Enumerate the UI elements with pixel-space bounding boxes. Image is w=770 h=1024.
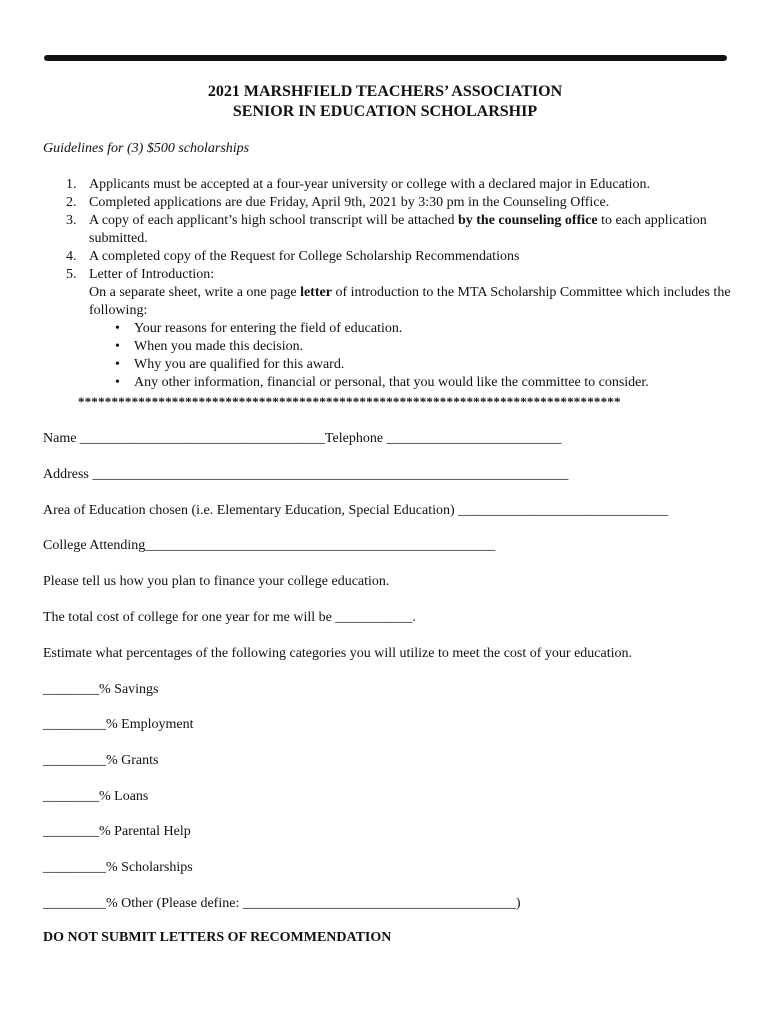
top-rule (44, 55, 727, 61)
title-line-1: 2021 MARSHFIELD TEACHERS’ ASSOCIATION (207, 83, 563, 100)
total-cost-field[interactable]: The total cost of college for one year for me will be ___________. (43, 610, 416, 625)
list-item: 5. Letter of Introduction: (66, 267, 215, 282)
bullet-item: • Your reasons for entering the field of education. (115, 321, 403, 336)
finance-prompt: Please tell us how you plan to finance your college education. (43, 574, 390, 589)
list-item: 2. Completed applications are due Friday, April 9th, 2021 by 3:30 pm in the Counseling Office. (66, 195, 610, 210)
bullet-icon: • (115, 357, 120, 372)
college-attending-field[interactable]: College Attending__________________________________________________ (43, 538, 496, 553)
employment-field[interactable]: _________% Employment (43, 717, 194, 732)
estimate-prompt: Estimate what percentages of the following categories you will utilize to meet the cost of your education. (43, 646, 632, 661)
other-field[interactable]: _________% Other (Please define: _______________________________________) (43, 896, 521, 911)
footer-notice: DO NOT SUBMIT LETTERS OF RECOMMENDATION (43, 930, 392, 945)
area-of-education-field[interactable]: Area of Education chosen (i.e. Elementary Education, Special Education) ______________________________ (43, 503, 669, 518)
letter-instructions: On a separate sheet, write a one page letter of introduction to the MTA Scholarship Committee which includes the following: (89, 285, 731, 318)
address-field[interactable]: Address ____________________________________________________________________ (43, 467, 569, 482)
grants-field[interactable]: _________% Grants (43, 753, 159, 768)
savings-field[interactable]: ________% Savings (43, 682, 159, 697)
guidelines-heading: Guidelines for (3) $500 scholarships (43, 141, 250, 156)
bullet-item: • Any other information, financial or personal, that you would like the committee to consider. (115, 375, 649, 390)
name-telephone-field[interactable]: Name ___________________________________Telephone _________________________ (43, 431, 562, 446)
bullet-icon: • (115, 339, 120, 354)
loans-field[interactable]: ________% Loans (43, 789, 149, 804)
bullet-item: • When you made this decision. (115, 339, 304, 354)
title-line-2: SENIOR IN EDUCATION SCHOLARSHIP (232, 103, 538, 120)
parental-help-field[interactable]: ________% Parental Help (43, 824, 191, 839)
scholarships-field[interactable]: _________% Scholarships (43, 860, 193, 875)
list-item: 3. A copy of each applicant’s high school transcript will be attached by the counseling office to each application submitted. (66, 213, 707, 246)
requirements-list (43, 176, 733, 392)
list-item: 4. A completed copy of the Request for College Scholarship Recommendations (66, 249, 520, 264)
bullet-icon: • (115, 321, 120, 336)
bullet-icon: • (115, 375, 120, 390)
separator: ********************************************************************************* (78, 394, 621, 409)
bullet-item: • Why you are qualified for this award. (115, 357, 345, 372)
list-item: 1. Applicants must be accepted at a four-year university or college with a declared major in Education. (66, 177, 651, 192)
